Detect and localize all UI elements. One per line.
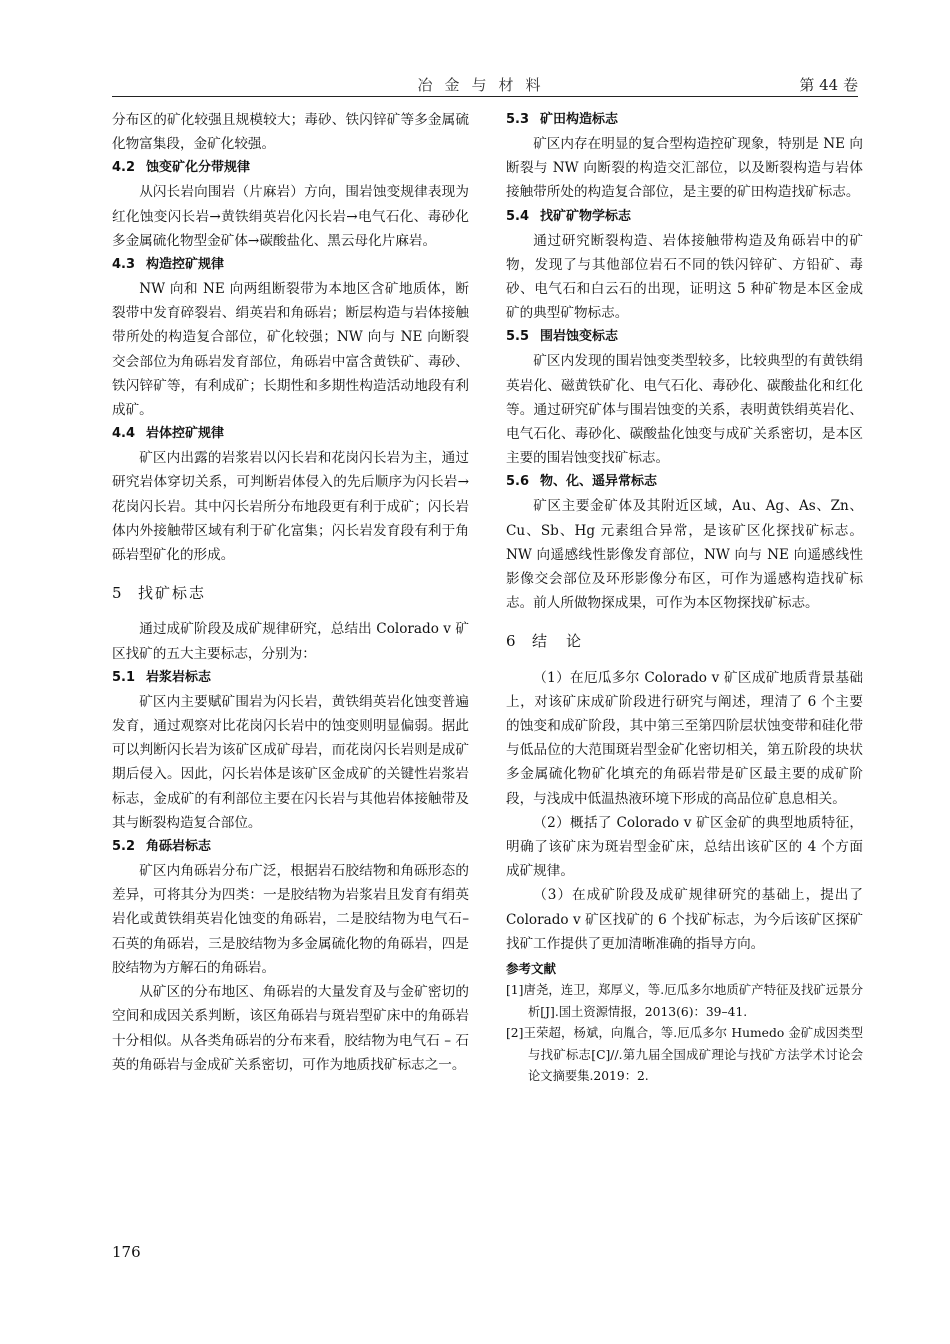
subsection-title: 角砾岩标志 — [146, 839, 212, 855]
subsection-heading — [112, 253, 469, 277]
section-number: 5 — [112, 584, 124, 603]
paragraph: 从闪长岩向围岩（片麻岩）方向，围岩蚀变规律表现为红化蚀变闪长岩→黄铁绢英岩化闪长岩→电气石化、毒砂化多金属硫化物型金矿体→碳酸盐化、黑云母化片麻岩。 — [112, 184, 469, 249]
subsection-title: 蚀变矿化分带规律 — [146, 160, 251, 176]
subsection-title: 岩体控矿规律 — [146, 426, 225, 442]
subsection-heading — [112, 156, 469, 180]
section-number: 6 — [506, 632, 518, 651]
references-heading: 参考文献 — [506, 961, 557, 977]
subsection-heading — [112, 666, 469, 690]
subsection-heading — [112, 422, 469, 446]
section-title: 找矿标志 — [138, 584, 207, 603]
subsection-number: 5.5 — [506, 329, 530, 345]
paragraph: 通过研究断裂构造、岩体接触带构造及角砾岩中的矿物，发现了与其他部位岩石不同的铁闪锌矿、方铅矿、毒砂、电气石和白云石的出现，证明这 5 种矿物是本区金成矿的典型矿物标志。 — [506, 232, 863, 322]
subsection-number: 5.1 — [112, 669, 136, 685]
left-column — [112, 108, 469, 1077]
paragraph: 分布区的矿化较强且规模较大；毒砂、铁闪锌矿等多金属硫化物富集段，金矿化较强。 — [112, 112, 469, 153]
subsection-heading — [112, 835, 469, 859]
paragraph: NW 向和 NE 向两组断裂带为本地区含矿地质体，断裂带中发育碎裂岩、绢英岩和角砾岩；断层构造与岩体接触带所处的构造复合部位，矿化较强；NW 向与 NE 向断裂交会部位为角砾岩发育部位，角砾岩中富含黄铁矿、毒砂、铁闪锌矿等，有利成矿；长期性和多期性构造活动地段有利成矿。 — [112, 281, 469, 419]
subsection-title: 物、化、遥异常标志 — [540, 474, 658, 490]
volume-label: 第 44 卷 — [799, 76, 858, 94]
paragraph: 矿区内出露的岩浆岩以闪长岩和花岗闪长岩为主，通过研究岩体穿切关系，可判断岩体侵入的先后顺序为闪长岩→花岗闪长岩。其中闪长岩所分布地段更有利于成矿；闪长岩体内外接触带区域有利于矿化富集；闪长岩发育段有利于角砾岩型矿化的形成。 — [112, 450, 469, 564]
page-number: 176 — [112, 1243, 141, 1261]
paragraph: 从矿区的分布地区、角砾岩的大量发育及与金矿密切的空间和成因关系判断，该区角砾岩与斑岩型矿床中的角砾岩十分相似。从各类角砾岩的分布来看，胶结物为电气石 – 石英的角砾岩与金成矿关系密切，可作为地质找矿标志之一。 — [112, 984, 469, 1073]
paragraph: 矿区内存在明显的复合型构造控矿现象，特别是 NE 向断裂与 NW 向断裂的构造交汇部位，以及断裂构造与岩体接触带所处的构造复合部位，是主要的矿田构造找矿标志。 — [506, 136, 863, 201]
paragraph: （3）在成矿阶段及成矿规律研究的基础上，提出了 Colorado v 矿区找矿的 6 个找矿标志，为今后该矿区探矿找矿工作提供了更加清晰准确的指导方向。 — [506, 887, 863, 952]
subsection-heading — [506, 205, 863, 229]
paragraph: 矿区内发现的围岩蚀变类型较多，比较典型的有黄铁绢英岩化、磁黄铁矿化、电气石化、毒砂化、碳酸盐化和红化等。通过研究矿体与围岩蚀变的关系，表明黄铁绢英岩化、电气石化、毒砂化、碳酸盐化蚀变与成矿关系密切，是本区主要的围岩蚀变找矿标志。 — [506, 353, 863, 467]
section-heading — [506, 629, 863, 653]
paragraph: 矿区主要金矿体及其附近区域，Au、Ag、As、Zn、Cu、Sb、Hg 元素组合异常，是该矿区化探找矿标志。NW 向遥感线性影像发育部位，NW 向与 NE 向遥感线性影像交会部位及环形影像分布区，可作为遥感构造找矿标志。前人所做物探成果，可作为本区物探找矿标志。 — [506, 498, 863, 612]
subsection-number: 4.4 — [112, 426, 136, 442]
journal-title: 冶金与材料 — [417, 76, 553, 94]
subsection-heading — [506, 108, 863, 132]
paragraph: 矿区内主要赋矿围岩为闪长岩，黄铁绢英岩化蚀变普遍发育，通过观察对比花岗闪长岩中的蚀变则明显偏弱。据此可以判断闪长岩为该矿区成矿母岩，而花岗闪长岩则是成矿期后侵入。因此，闪长岩体是该矿区金成矿的关键性岩浆岩标志，金成矿的有利部位主要在闪长岩与其他岩体接触带及其与断裂构造复合部位。 — [112, 693, 469, 831]
paragraph: （2）概括了 Colorado v 矿区金矿的典型地质特征，明确了该矿床为斑岩型金矿床，总结出该矿区的 4 个方面成矿规律。 — [506, 814, 863, 880]
reference-item: [2]王荣超，杨斌，向胤合，等.厄瓜多尔 Humedo 金矿成因类型与找矿标志[C]//.第九届全国成矿理论与找矿方法学术讨论会论文摘要集.2019：2. — [506, 1026, 863, 1084]
subsection-number: 4.2 — [112, 160, 136, 176]
subsection-number: 4.3 — [112, 257, 136, 273]
subsection-title: 岩浆岩标志 — [146, 669, 212, 685]
right-column — [506, 108, 863, 1088]
subsection-number: 5.6 — [506, 474, 530, 490]
reference-item: [1]唐尧，连卫，郑厚义，等.厄瓜多尔地质矿产特征及找矿远景分析[J].国土资源情报，2013(6)：39–41. — [506, 983, 863, 1019]
paragraph: 通过成矿阶段及成矿规律研究，总结出 Colorado v 矿区找矿的五大主要标志，分别为： — [112, 621, 469, 662]
running-header — [112, 70, 858, 97]
subsection-number: 5.4 — [506, 208, 530, 224]
section-title: 结 论 — [532, 632, 584, 651]
subsection-heading — [506, 470, 863, 494]
subsection-title: 找矿矿物学标志 — [540, 208, 632, 224]
subsection-heading — [506, 325, 863, 349]
subsection-number: 5.2 — [112, 839, 136, 855]
subsection-number: 5.3 — [506, 112, 530, 127]
subsection-title: 矿田构造标志 — [540, 112, 619, 127]
section-heading — [112, 581, 469, 605]
subsection-title: 围岩蚀变标志 — [540, 329, 619, 345]
paragraph: （1）在厄瓜多尔 Colorado v 矿区成矿地质背景基础上，对该矿床成矿阶段进行研究与阐述，理清了 6 个主要的蚀变和成矿阶段，其中第三至第四阶层状蚀变带和硅化带与低品位的大范围斑岩型金矿化密切相关，第五阶段的块状多金属硫化物矿化填充的角砾岩带是矿区最主要的成矿阶段，与浅成中低温热液环境下形成的高品位矿息息相关。 — [506, 669, 863, 807]
paragraph: 矿区内角砾岩分布广泛，根据岩石胶结物和角砾形态的差异，可将其分为四类：一是胶结物为岩浆岩且发育有绢英岩化或黄铁绢英岩化蚀变的角砾岩，二是胶结物为电气石–石英的角砾岩，三是胶结物为多金属硫化物的角砾岩，四是胶结物为方解石的角砾岩。 — [112, 863, 469, 976]
subsection-title: 构造控矿规律 — [146, 257, 225, 273]
